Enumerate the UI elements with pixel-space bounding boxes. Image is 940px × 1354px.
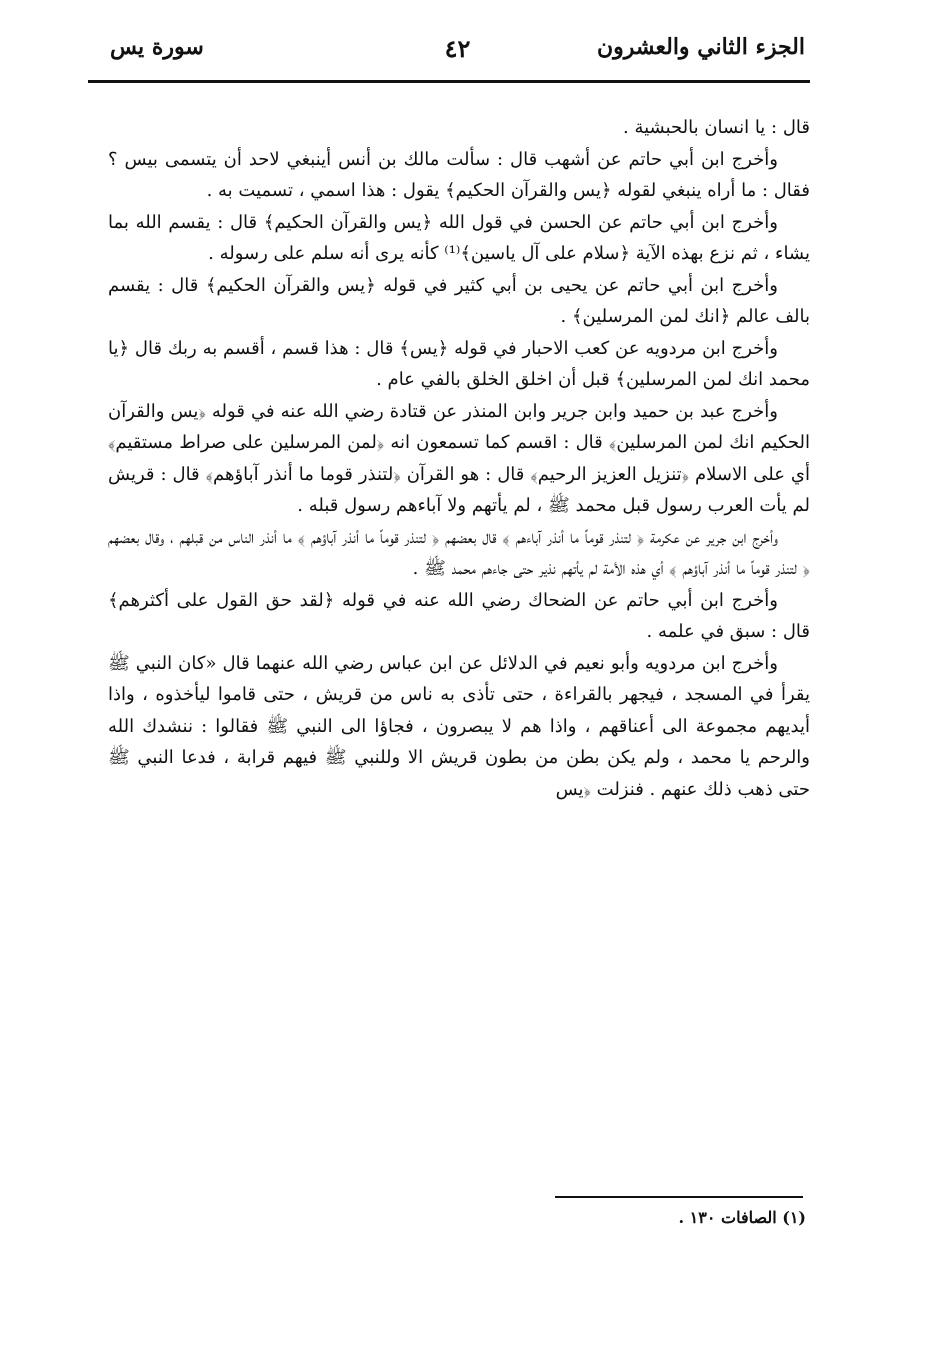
surah-title: سورة يس: [110, 34, 204, 60]
paragraph: وأخرج عبد بن حميد وابن جرير وابن المنذر عن قتادة رضي الله عنه في قوله ﴿يس والقرآن الحكيم انك لمن المرسلين﴾ قال : اقسم كما تسمعون انه ﴿لمن المرسلين على صراط مستقيم﴾ أي على الاسلام ﴿تنزيل العزيز الرحيم﴾ قال : هو القرآن ﴿لتنذر قوما ما أنذر آباؤهم﴾ قال : قريش لم يأت العرب رسول قبل محمد ﷺ ، لم يأتهم ولا آباءهم رسول قبله .: [108, 400, 810, 516]
footnote-rule: [555, 1196, 803, 1198]
running-header: [110, 28, 805, 78]
page-number: ٤٢: [444, 34, 471, 63]
footnote: (١) الصافات ١٣٠ .: [678, 1208, 806, 1227]
paragraph: وأخرج ابن أبي حاتم عن أشهب قال : سألت مالك بن أنس أينبغي لاحد أن يتسمى بيس ؟ فقال : ما أراه ينبغي لقوله ﴿يس والقرآن الحكيم﴾ يقول : هذا اسمي ، تسميت به .: [108, 148, 810, 201]
paragraph: قال : يا انسان بالحبشية .: [623, 117, 810, 138]
paragraph: وأخرج ابن أبي حاتم عن الضحاك رضي الله عنه في قوله ﴿لقد حق القول على أكثرهم﴾ قال : سبق في علمه .: [108, 589, 810, 642]
paragraph: وأخرج ابن مردويه عن كعب الاحبار في قوله ﴿يس﴾ قال : هذا قسم ، أقسم به ربك قال ﴿يا محمد انك لمن المرسلين﴾ قبل أن اخلق الخلق بالفي عام .: [108, 337, 810, 390]
paragraph: وأخرج ابن مردويه وأبو نعيم في الدلائل عن ابن عباس رضي الله عنهما قال «كان النبي ﷺ يقرأ في المسجد ، فيجهر بالقراءة ، حتى تأذى به ناس من قريش ، حتى قاموا ليأخذوه ، واذا أيديهم مجموعة الى أعناقهم ، واذا هم لا يبصرون ، فجاؤا الى النبي ﷺ فقالوا : ننشدك الله والرحم يا محمد ، ولم يكن بطن من بطون قريش الا وللنبي ﷺ فيهم قرابة ، فدعا النبي ﷺ حتى ذهب ذلك عنهم . فنزلت ﴿يس: [108, 652, 810, 800]
part-title: الجزء الثاني والعشرون: [596, 34, 805, 60]
paragraph: وأخرج ابن أبي حاتم عن الحسن في قول الله ﴿يس والقرآن الحكيم﴾ قال : يقسم الله بما يشاء ، ثم نزع بهذه الآية ﴿سلام على آل ياسين﴾⁽¹⁾ كأنه يرى أنه سلم على رسوله .: [108, 211, 810, 264]
header-rule: [88, 80, 810, 83]
paragraph: وأخرج ابن جرير عن عكرمة ﴿ لتنذر قوماً ما أنذر آباءهم ﴾ قال بعضهم ﴿ لتنذر قوماً ما أنذر آباؤهم ﴾ ما أنذر الناس من قبلهم ، وقال بعضهم ﴿ لتنذر قوماً ما أنذر آباؤهم ﴾ أي هذه الأمة لم يأتهم نذير حتى جاءهم محمد ﷺ .: [108, 526, 810, 579]
paragraph: وأخرج ابن أبي حاتم عن يحيى بن أبي كثير في قوله ﴿يس والقرآن الحكيم﴾ قال : يقسم بالف عالم ﴿انك لمن المرسلين﴾ .: [108, 274, 810, 327]
main-text: [108, 112, 810, 805]
